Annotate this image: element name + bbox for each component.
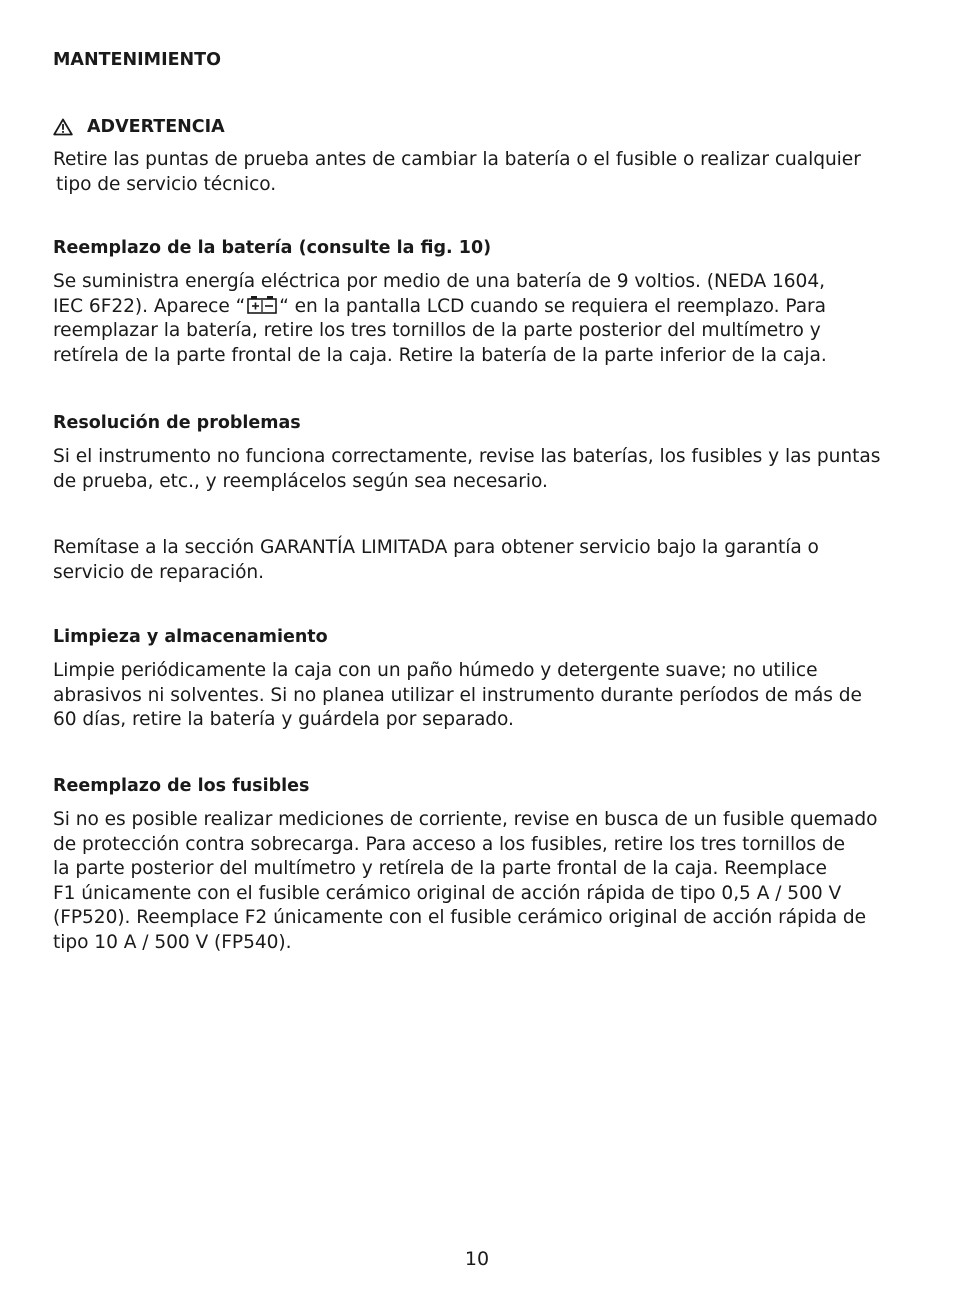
warning-heading-row: [53, 115, 893, 139]
cleaning-line: Limpie periódicamente la caja con un paño húmedo y detergente suave; no utilice: [53, 660, 818, 681]
fuses-line: la parte posterior del multímetro y retírela de la parte frontal de la caja. Reemplace: [53, 858, 827, 880]
warning-text: [53, 148, 893, 197]
fuses-line: Si no es posible realizar mediciones de corriente, revise en busca de un fusible quemado: [53, 809, 878, 830]
cleaning-line: abrasivos ni solventes. Si no planea utilizar el instrumento durante períodos de más de: [53, 684, 862, 706]
section-title-block: [53, 48, 893, 72]
warranty-text: [53, 536, 893, 585]
fuses-section: [53, 774, 893, 956]
cleaning-heading: Limpieza y almacenamiento: [53, 627, 328, 647]
battery-icon: [246, 295, 278, 314]
troubleshooting-text: [53, 445, 893, 494]
battery-section: [53, 236, 893, 368]
battery-line: [53, 295, 893, 320]
warranty-line: Remítase a la sección GARANTÍA LIMITADA para obtener servicio bajo la garantía o: [53, 537, 819, 558]
battery-line: retírela de la parte frontal de la caja. Retire la batería de la parte inferior de la caja.: [53, 344, 827, 366]
cleaning-line: 60 días, retire la batería y guárdela por separado.: [53, 709, 514, 731]
battery-text: [53, 270, 893, 368]
battery-line-before-icon: IEC 6F22). Aparece “: [53, 295, 246, 317]
battery-line: Se suministra energía eléctrica por medio de una batería de 9 voltios. (NEDA 1604,: [53, 271, 825, 292]
page-number: 10: [464, 1248, 490, 1270]
warning-block: [53, 115, 893, 197]
cleaning-text: [53, 659, 893, 733]
fuses-line: F1 únicamente con el fusible cerámico original de acción rápida de tipo 0,5 A / 500 V: [53, 882, 842, 904]
warranty-paragraph: [53, 536, 893, 585]
page-title: MANTENIMIENTO: [53, 50, 221, 70]
warning-line: Retire las puntas de prueba antes de cambiar la batería o el fusible o realizar cualquier: [53, 149, 861, 170]
warning-line: tipo de servicio técnico.: [56, 173, 277, 195]
troubleshooting-heading: Resolución de problemas: [53, 413, 301, 433]
cleaning-section: [53, 625, 893, 733]
warning-triangle-icon: [53, 118, 73, 136]
troubleshooting-line: Si el instrumento no funciona correctamente, revise las baterías, los fusibles y las puntas: [53, 446, 881, 467]
fuses-line: tipo 10 A / 500 V (FP540).: [53, 931, 292, 953]
fuses-line: de protección contra sobrecarga. Para acceso a los fusibles, retire los tres tornillos de: [53, 833, 846, 855]
troubleshooting-section: [53, 411, 893, 494]
fuses-text: [53, 808, 893, 956]
warranty-line: servicio de reparación.: [53, 561, 264, 583]
warning-heading: ADVERTENCIA: [87, 117, 225, 137]
battery-line: reemplazar la batería, retire los tres tornillos de la parte posterior del multímetro y: [53, 320, 821, 342]
battery-line-after-icon: “ en la pantalla LCD cuando se requiera el reemplazo. Para: [279, 295, 826, 317]
fuses-line: (FP520). Reemplace F2 únicamente con el fusible cerámico original de acción rápida de: [53, 907, 867, 929]
fuses-heading: Reemplazo de los fusibles: [53, 776, 310, 796]
troubleshooting-line: de prueba, etc., y reemplácelos según sea necesario.: [53, 470, 548, 492]
battery-heading: Reemplazo de la batería (consulte la fig. 10): [53, 238, 492, 258]
